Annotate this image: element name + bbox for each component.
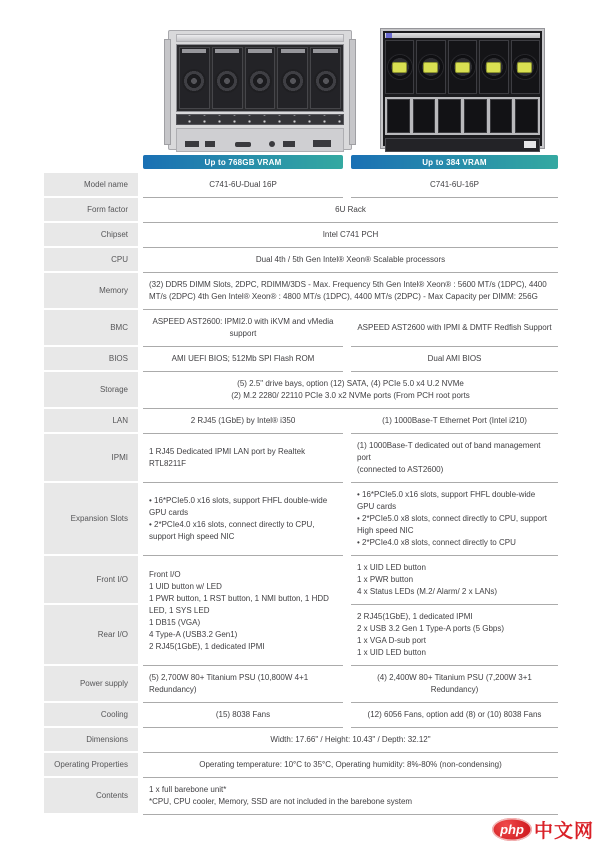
spec-cell-memory-span (143, 273, 558, 310)
spec-line: Intel C741 PCH (322, 230, 379, 239)
spec-cell-front-i-o-left (143, 556, 343, 666)
drive-bay-icon (464, 99, 487, 133)
spec-cell-power-supply-right (351, 666, 558, 703)
spec-cell-form-factor-span (143, 198, 558, 223)
spec-line: (5) 2.5" drive bays, option (12) SATA, (4) PCIe 5.0 x4 U.2 NVMe (237, 379, 464, 388)
spec-line: 1 PWR button, 1 RST button, 1 NMI button, 1 HDD LED, 1 SYS LED (149, 593, 329, 615)
row-label-memory: Memory (44, 273, 138, 310)
spec-cell-cooling-right (351, 703, 558, 728)
row-label-front-i-o: Front I/O (44, 556, 138, 605)
row-label-form-factor: Form factor (44, 198, 138, 223)
port-icon (235, 142, 251, 147)
spec-line: Width: 17.66" / Height: 10.43" / Depth: 32.12" (270, 735, 431, 744)
row-label-chipset: Chipset (44, 223, 138, 248)
label-sticker-icon (524, 141, 536, 148)
php-cn-text: 中文网 (533, 821, 594, 842)
column-header-left: Up to 768GB VRAM (143, 155, 343, 169)
drive-bay-icon (413, 99, 436, 133)
spec-line: (4) 2,400W 80+ Titanium PSU (7,200W 3+1 Redundancy) (377, 673, 532, 694)
spec-cell-ipmi-left (143, 434, 343, 483)
drive-bay-icon (515, 99, 538, 133)
spec-line: Operating temperature: 10°C to 35°C, Operating humidity: 8%-80% (non-condensing) (199, 760, 502, 769)
spec-line: (32) DDR5 DIMM Slots, 2DPC, RDIMM/3DS - Max. Frequency 5th Gen Intel® Xeon® : 5600 MT/s (1DPC), 4400 MT/s (2DPC) 4th Gen Intel® Xeon® : 4800 MT/s (1DPC), 4400 MT/s (2DPC) - Max Capacity per DIMM: 256G (149, 280, 547, 301)
port-icon (313, 140, 331, 147)
spec-line: 1 x PWR button (357, 575, 414, 584)
spec-line: Dual AMI BIOS (427, 354, 482, 363)
spec-cell-contents-span (143, 778, 558, 815)
spec-line: C741-6U-Dual 16P (209, 180, 277, 189)
php-logo-icon: php (492, 818, 532, 841)
server-image-left (168, 30, 352, 150)
spec-line: 4 Type-A (USB3.2 Gen1) (149, 629, 238, 639)
drive-bay-row (385, 97, 540, 135)
column-header-right: Up to 384 VRAM (351, 155, 558, 169)
row-label-operating-properties: Operating Properties (44, 753, 138, 778)
spec-cell-rear-i-o-right (351, 605, 558, 666)
chassis-top-bar (385, 33, 540, 38)
row-label-dimensions: Dimensions (44, 728, 138, 753)
row-label-bmc: BMC (44, 310, 138, 347)
fan-module-icon (479, 40, 508, 94)
spec-line: • 2*PCIe5.0 x8 slots, connect directly to CPU, support High speed NIC (357, 514, 547, 535)
spec-line: (connected to AST2600) (357, 465, 444, 474)
spec-cell-expansion-slots-right (351, 483, 558, 556)
spec-cell-model-name-right (351, 173, 558, 198)
spec-line: • 2*PCIe4.0 x16 slots, connect directly to CPU, support High speed NIC (149, 520, 315, 541)
spec-line: C741-6U-16P (430, 180, 479, 189)
spec-line: • 2*PCIe4.0 x8 slots, connect directly to CPU (357, 538, 516, 547)
row-label-cpu: CPU (44, 248, 138, 273)
spec-line: (15) 8038 Fans (215, 710, 271, 719)
spec-line: 1 x VGA D-sub port (357, 636, 426, 645)
spec-line: ASPEED AST2600: IPMI2.0 with iKVM and vMedia support (152, 317, 334, 338)
fan-module-icon (416, 40, 445, 94)
php-cn-watermark[interactable] (492, 816, 594, 843)
spec-line: 1 x full barebone unit* (149, 785, 227, 794)
drive-bay-icon (490, 99, 513, 133)
spec-cell-front-i-o-right (351, 556, 558, 605)
spec-line: (1) 1000Base-T dedicated out of band management port (357, 441, 541, 462)
spec-line: 2 RJ45(1GbE), 1 dedicated IPMI (149, 641, 265, 651)
spec-line: 2 RJ45(1GbE), 1 dedicated IPMI (357, 612, 473, 621)
spec-cell-ipmi-right (351, 434, 558, 483)
spec-line: ASPEED AST2600 with IPMI & DMTF Redfish Support (357, 323, 552, 332)
port-icon (283, 141, 295, 147)
spec-table (44, 155, 558, 815)
rack-ear-icon (349, 39, 356, 145)
spec-cell-bmc-left (143, 310, 343, 347)
row-label-expansion-slots: Expansion Slots (44, 483, 138, 556)
spec-line: • 16*PCIe5.0 x16 slots, support FHFL double-wide GPU cards (357, 490, 536, 511)
spec-cell-bios-left (143, 347, 343, 372)
row-label-lan: LAN (44, 409, 138, 434)
latch-icon (386, 33, 392, 38)
drive-bay-icon (387, 99, 410, 133)
spec-cell-bmc-right (351, 310, 558, 347)
fan-module-icon (277, 47, 308, 109)
spec-cell-cpu-span (143, 248, 558, 273)
fan-row (176, 44, 344, 112)
spec-cell-lan-right (351, 409, 558, 434)
spec-line: 1 UID button w/ LED (149, 581, 222, 591)
spec-line: 1 DB15 (VGA) (149, 617, 201, 627)
fan-module-icon (310, 47, 341, 109)
row-label-model-name: Model name (44, 173, 138, 198)
row-label-storage: Storage (44, 372, 138, 409)
spec-cell-power-supply-left (143, 666, 343, 703)
spec-cell-operating-properties-span (143, 753, 558, 778)
fan-row (385, 40, 540, 94)
spec-line: Front I/O (149, 569, 181, 579)
fan-module-icon (179, 47, 210, 109)
port-icon (269, 141, 275, 147)
server-image-right (380, 28, 545, 149)
spec-cell-storage-span (143, 372, 558, 409)
drive-bay-icon (438, 99, 461, 133)
spec-cell-chipset-span (143, 223, 558, 248)
spec-line: (1) 1000Base-T Ethernet Port (Intel i210) (382, 416, 527, 425)
spec-line: 2 x USB 3.2 Gen 1 Type-A ports (5 Gbps) (357, 624, 505, 633)
chassis-interior (383, 31, 542, 146)
spec-cell-bios-right (351, 347, 558, 372)
led-strip (176, 114, 344, 125)
spec-cell-cooling-left (143, 703, 343, 728)
row-label-ipmi: IPMI (44, 434, 138, 483)
spec-line: Dual 4th / 5th Gen Intel® Xeon® Scalable processors (255, 255, 446, 264)
front-io-panel (176, 128, 344, 152)
row-label-power-supply: Power supply (44, 666, 138, 703)
fan-module-icon (511, 40, 540, 94)
spec-line: (5) 2,700W 80+ Titanium PSU (10,800W 4+1 Redundancy) (149, 673, 309, 694)
fan-module-icon (212, 47, 243, 109)
spec-line: 1 x UID LED button (357, 563, 426, 572)
spec-line: • 16*PCIe5.0 x16 slots, support FHFL double-wide GPU cards (149, 496, 328, 517)
spec-line: 6U Rack (335, 205, 366, 214)
fan-module-icon (245, 47, 276, 109)
spec-line: 2 RJ45 (1GbE) by Intel® i350 (190, 416, 296, 425)
spec-cell-expansion-slots-left (143, 483, 343, 556)
spec-line: *CPU, CPU cooler, Memory, SSD are not included in the barebone system (149, 797, 413, 806)
spec-line: (12) 6056 Fans, option add (8) or (10) 8038 Fans (367, 710, 542, 719)
bottom-io-strip (385, 138, 540, 152)
row-label-cooling: Cooling (44, 703, 138, 728)
spec-line: AMI UEFI BIOS; 512Mb SPI Flash ROM (171, 354, 315, 363)
row-label-bios: BIOS (44, 347, 138, 372)
rack-ear-icon (164, 39, 171, 145)
row-label-rear-i-o: Rear I/O (44, 605, 138, 666)
spec-cell-model-name-left (143, 173, 343, 198)
fan-module-icon (385, 40, 414, 94)
spec-line: 1 x UID LED button (357, 648, 426, 657)
spec-line: (2) M.2 2280/ 22110 PCIe 3.0 x2 NVMe ports (From PCH root ports (231, 391, 470, 400)
row-label-contents: Contents (44, 778, 138, 815)
fan-module-icon (448, 40, 477, 94)
spec-line: 4 x Status LEDs (M.2/ Alarm/ 2 x LANs) (357, 587, 498, 596)
spec-line: 1 RJ45 Dedicated IPMI LAN port by Realtek RTL8211F (149, 447, 306, 468)
spec-cell-lan-left (143, 409, 343, 434)
port-icon (205, 141, 215, 147)
chassis-top-bar (176, 34, 344, 42)
port-icon (185, 141, 199, 147)
spec-cell-dimensions-span (143, 728, 558, 753)
